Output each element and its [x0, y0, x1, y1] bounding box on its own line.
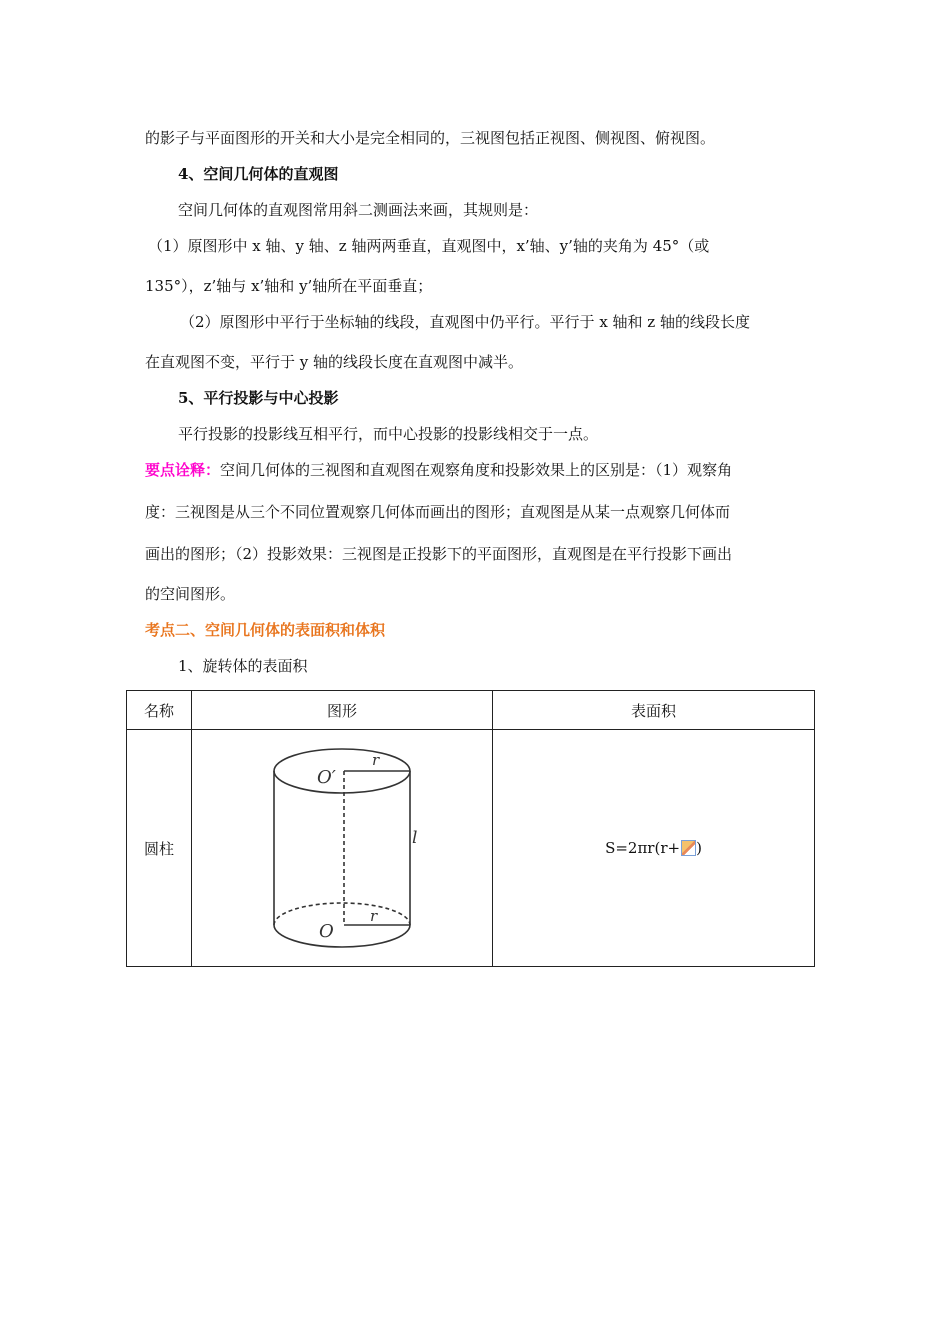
paragraph-rule1-b: 135°），z’轴与 x’轴和 y’轴所在平面垂直；: [145, 277, 433, 295]
paragraph-rule2-b: 在直观图不变，平行于 y 轴的线段长度在直观图中减半。: [145, 353, 524, 371]
header-name: 名称: [127, 691, 192, 730]
paragraph-projection: 平行投影的投影线互相平行，而中心投影的投影线相交于一点。: [178, 425, 599, 443]
subheading-rotation-surface: 1、旋转体的表面积: [178, 657, 308, 675]
paragraph-oblique-rule: 空间几何体的直观图常用斜二测画法来画，其规则是：: [178, 201, 539, 219]
label-top-center: O′: [317, 767, 336, 788]
table-row: [127, 730, 815, 967]
label-bottom-radius: r: [370, 907, 378, 925]
note-text-1: 空间几何体的三视图和直观图在观察角度和投影效果上的区别是：（1）观察角: [220, 461, 733, 479]
broken-image-icon: [681, 840, 696, 856]
cylinder-bottom-back: [274, 903, 410, 925]
note-line-4: 的空间图形。: [145, 585, 236, 603]
header-figure: 图形: [192, 691, 493, 730]
heading-projection: 5、平行投影与中心投影: [178, 389, 339, 407]
paragraph-rule1-a: （1）原图形中 x 轴、y 轴、z 轴两两垂直，直观图中，x’轴、y’轴的夹角为 45°（或: [148, 237, 710, 255]
paragraph-rule2-a: （2）原图形中平行于坐标轴的线段，直观图中仍平行。平行于 x 轴和 z 轴的线段长度: [180, 313, 750, 331]
cell-name: 圆柱: [127, 730, 192, 967]
cylinder-bottom-front: [274, 925, 410, 947]
label-bottom-center: O: [319, 921, 334, 942]
cylinder-figure: [262, 743, 422, 953]
surface-area-formula: S=2πr(r+: [605, 839, 681, 857]
section-heading-surface-volume: 考点二、空间几何体的表面积和体积: [145, 621, 386, 639]
note-label: 要点诠释：: [145, 461, 221, 479]
label-top-radius: r: [372, 751, 380, 769]
header-surface-area: 表面积: [493, 691, 815, 730]
note-line-3: 画出的图形；（2）投影效果：三视图是正投影下的平面图形，直观图是在平行投影下画出: [145, 545, 733, 563]
formula-close-paren: ): [696, 839, 702, 857]
paragraph-shadow: 的影子与平面图形的开关和大小是完全相同的，三视图包括正视图、侧视图、俯视图。: [145, 129, 716, 147]
table-header-row: [127, 691, 815, 730]
label-height: l: [412, 828, 418, 848]
cell-figure: [192, 730, 493, 967]
cell-formula: [493, 730, 815, 967]
surface-area-table: [126, 690, 815, 967]
note-line-1: [145, 460, 815, 480]
heading-oblique-view: 4、空间几何体的直观图: [178, 165, 339, 183]
note-line-2: 度：三视图是从三个不同位置观察几何体而画出的图形；直观图是从某一点观察几何体而: [145, 503, 731, 521]
